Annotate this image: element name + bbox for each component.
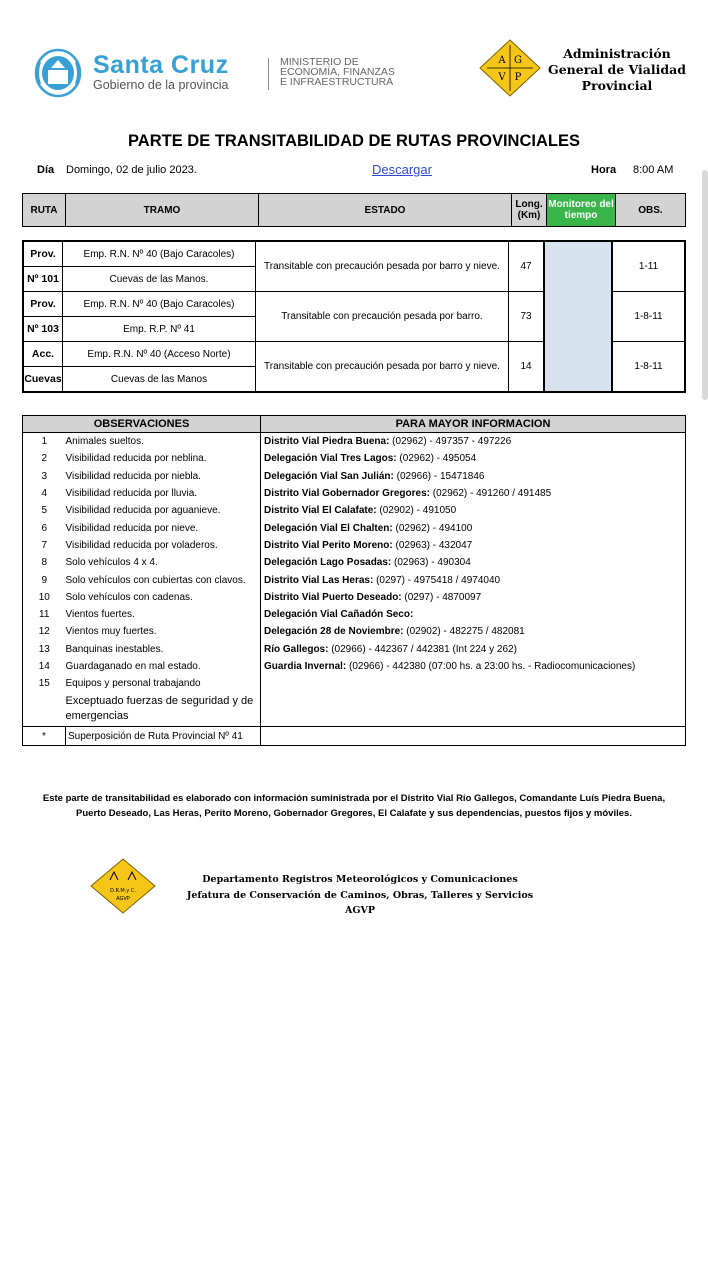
province-name: Santa Cruz (93, 51, 229, 79)
obs-number: 2 (41, 453, 48, 465)
contact-phone: (02966) - 15471846 (393, 470, 485, 482)
contact-name: Distrito Vial El Calafate: (264, 505, 377, 517)
contact-phone: (02966) - 442380 (07:00 hs. a 23:00 hs. - Radiocomunicaciones) (346, 661, 636, 672)
contact-name: Guardia Invernal: (264, 661, 347, 672)
dept-logo-text: AGVP (116, 896, 130, 902)
route-cell: Prov. (23, 292, 63, 317)
col-monitoreo (547, 194, 616, 227)
obs-description: Solo vehículos con cubiertas con clavos. (65, 574, 246, 586)
contact-phone: (02962) - 491260 / 491485 (429, 488, 552, 500)
contact-entry (261, 502, 686, 519)
table-row (23, 692, 686, 727)
agvp-letter: V (498, 72, 506, 83)
table-row (23, 641, 686, 658)
contact-name: Delegación 28 de Noviembre: (264, 626, 404, 638)
header-divider (268, 58, 269, 90)
long-cell: 14 (509, 342, 545, 393)
obs-number: 10 (38, 591, 50, 603)
contact-entry (261, 554, 686, 571)
hora-label: Hora (591, 164, 617, 176)
table-row (23, 450, 686, 467)
contact-phone: (02902) - 491050 (376, 505, 457, 517)
page-title: PARTE DE TRANSITABILIDAD DE RUTAS PROVINCIALES (128, 132, 580, 150)
tramo-cell: Emp. R.N. Nº 40 (Acceso Norte) (63, 342, 256, 367)
table-row (23, 519, 686, 536)
contact-entry (261, 519, 686, 536)
contact-entry (261, 658, 686, 675)
table-row (23, 658, 686, 675)
obs-number: 15 (38, 678, 50, 690)
obs-number: 9 (41, 574, 48, 586)
table-row (23, 571, 686, 588)
route-cell: Nº 103 (23, 317, 63, 342)
dept-diamond-logo-icon (90, 858, 156, 914)
obs-cell: 1-11 (612, 241, 685, 292)
route-cell: Acc. (23, 342, 63, 367)
col-monitoreo-line: Monitoreo del (548, 199, 614, 210)
obs-number: 7 (41, 539, 48, 551)
col-monitoreo-line: tiempo (564, 210, 598, 221)
contact-name: Distrito Vial Las Heras: (264, 574, 374, 586)
contact-entry (261, 641, 686, 658)
contact-entry (261, 571, 686, 588)
long-cell: 73 (509, 292, 545, 342)
monitor-cell (544, 241, 612, 392)
obs-number: 8 (41, 557, 48, 569)
ministry-line: MINISTERIO DE (280, 56, 359, 68)
agvp-diamond-logo-icon (479, 39, 541, 97)
superposicion-mark: * (23, 727, 66, 745)
obs-description: Visibilidad reducida por niebla. (65, 470, 201, 482)
exceptuado-note: Exceptuado fuerzas de seguridad y de emergencias (65, 695, 254, 723)
table-row (23, 589, 686, 606)
obs-description: Visibilidad reducida por aguanieve. (65, 505, 221, 517)
obs-number: 3 (41, 470, 48, 482)
contact-phone: (02962) - 494100 (392, 522, 473, 534)
superposicion-note: Superposición de Ruta Provincial Nº 41 (66, 727, 261, 745)
obs-number: 1 (41, 436, 48, 448)
estado-cell: Transitable con precaución pesada por barro y nieve. (256, 241, 509, 292)
col-long (512, 194, 547, 227)
tramo-cell: Cuevas de las Manos. (63, 267, 256, 292)
agency-line: General de Vialidad (548, 62, 686, 77)
contact-name: Distrito Vial Piedra Buena: (264, 436, 390, 448)
table-row (23, 468, 686, 485)
table-row (23, 241, 685, 267)
obs-number: 11 (39, 609, 50, 621)
province-subtitle: Gobierno de la provincia (93, 78, 229, 92)
contact-phone: (0297) - 4870097 (401, 591, 482, 603)
agency-name (548, 46, 686, 94)
estado-cell: Transitable con precaución pesada por barro. (256, 292, 509, 342)
obs-cell: 1-8-11 (612, 342, 685, 393)
route-cell: Prov. (23, 241, 63, 267)
table-row (23, 675, 686, 692)
contact-entry (261, 675, 686, 692)
contact-name: Distrito Vial Puerto Deseado: (264, 591, 402, 603)
obs-description: Vientos fuertes. (65, 609, 135, 621)
contact-entry (261, 450, 686, 467)
ministry-line: E INFRAESTRUCTURA (280, 76, 394, 88)
obs-number: 13 (38, 643, 50, 655)
route-cell: Nº 101 (23, 267, 63, 292)
routes-header (22, 193, 686, 227)
observations-table (22, 415, 686, 746)
contact-entry (261, 606, 686, 623)
agency-line: Provincial (581, 78, 653, 93)
tramo-cell: Cuevas de las Manos (63, 367, 256, 393)
table-row (23, 502, 686, 519)
tramo-cell: Emp. R.N. Nº 40 (Bajo Caracoles) (63, 292, 256, 317)
obs-description: Visibilidad reducida por voladeros. (65, 539, 218, 551)
obs-description: Visibilidad reducida por neblina. (65, 453, 207, 465)
santa-cruz-emblem-icon (34, 48, 82, 98)
routes-table (22, 240, 686, 393)
contact-phone: (0297) - 4975418 / 4974040 (373, 574, 501, 586)
dia-value: Domingo, 02 de julio 2023. (66, 164, 197, 176)
contact-phone: (02963) - 490304 (391, 557, 471, 569)
obs-number: 4 (41, 488, 48, 500)
contact-name: Distrito Vial Gobernador Gregores: (264, 488, 430, 500)
col-ruta: RUTA (23, 194, 66, 227)
col-estado: ESTADO (259, 194, 512, 227)
observaciones-header: OBSERVACIONES (23, 416, 261, 433)
contact-name: Delegación Vial San Julián: (264, 470, 394, 482)
obs-description: Visibilidad reducida por nieve. (65, 522, 199, 534)
department-info (160, 872, 560, 919)
agvp-letter: A (498, 55, 506, 66)
table-row (23, 623, 686, 640)
department-line: AGVP (345, 905, 375, 916)
obs-description: Guardaganado en mal estado. (65, 661, 201, 672)
table-row (23, 485, 686, 502)
department-line: Jefatura de Conservación de Caminos, Obras, Talleres y Servicios (186, 889, 534, 901)
agency-line: Administración (563, 46, 671, 61)
contact-entry (261, 485, 686, 502)
obs-description: Banquinas inestables. (65, 643, 164, 655)
table-row (23, 727, 686, 745)
dia-label: Día (37, 164, 55, 176)
contact-name: Delegación Vial Cañadón Seco: (264, 609, 414, 621)
obs-description: Vientos muy fuertes. (65, 626, 157, 638)
contact-phone: (02902) - 482275 / 482081 (403, 626, 525, 638)
table-row (23, 433, 686, 451)
col-obs: OBS. (616, 194, 686, 227)
contact-name: Delegación Vial El Chalten: (264, 522, 393, 534)
contact-phone: (02966) - 442367 / 442381 (Int 224 y 262) (328, 643, 517, 655)
obs-description: Visibilidad reducida por lluvia. (65, 488, 198, 500)
agvp-letter: G (514, 55, 522, 66)
ministry-name (280, 57, 395, 87)
contact-entry (261, 589, 686, 606)
col-long-unit: (Km) (517, 210, 541, 221)
col-long-line: Long. (515, 199, 543, 210)
tramo-cell: Emp. R.N. Nº 40 (Bajo Caracoles) (63, 241, 256, 267)
contact-entry (261, 433, 686, 451)
contact-entry (261, 537, 686, 554)
table-row (23, 554, 686, 571)
obs-number: 5 (41, 505, 48, 517)
contact-entry (261, 468, 686, 485)
footer-note: Este parte de transitabilidad es elaborado con información suministrada por el Distrito Vial Río Gallegos, Comandante Luís Piedra Buena, Puerto Deseado, Las Heras, Perito Moreno, Gobernador Gregores, El Calafate y sus dependencias, puestos fijos y móviles. (42, 793, 666, 819)
department-line: Departamento Registros Meteorológicos y Comunicaciones (202, 874, 518, 885)
obs-description: Solo vehículos con cadenas. (65, 591, 193, 603)
contact-phone: (02963) - 432047 (392, 539, 473, 551)
obs-cell: 1-8-11 (612, 292, 685, 342)
obs-number: 12 (38, 626, 50, 638)
obs-description: Animales sueltos. (65, 436, 144, 448)
contact-name: Delegación Lago Posadas: (264, 557, 392, 569)
tramo-cell: Emp. R.P. Nº 41 (63, 317, 256, 342)
ministry-line: ECONOMÍA, FINANZAS (280, 66, 395, 78)
obs-number: 14 (38, 661, 50, 672)
obs-description: Equipos y personal trabajando (65, 678, 201, 690)
col-tramo: TRAMO (66, 194, 259, 227)
contact-name: Delegación Vial Tres Lagos: (264, 453, 397, 465)
contact-phone: (02962) - 495054 (396, 453, 477, 465)
info-header: PARA MAYOR INFORMACION (261, 416, 686, 433)
estado-cell: Transitable con precaución pesada por barro y nieve. (256, 342, 509, 393)
dept-logo-text: D.R.M.y C. (110, 888, 136, 894)
contact-name: Río Gallegos: (264, 643, 329, 655)
long-cell: 47 (509, 241, 545, 292)
obs-description: Solo vehículos 4 x 4. (65, 557, 158, 569)
page-scrollbar[interactable] (702, 170, 708, 400)
obs-number: 6 (41, 522, 48, 534)
contact-phone: (02962) - 497357 - 497226 (389, 436, 512, 448)
download-link[interactable]: Descargar (372, 162, 432, 177)
route-cell: Cuevas (23, 367, 63, 393)
contact-name: Distrito Vial Perito Moreno: (264, 539, 393, 551)
contact-entry (261, 623, 686, 640)
agvp-letter: P (514, 72, 522, 83)
table-row (23, 537, 686, 554)
hora-value: 8:00 AM (633, 164, 674, 176)
table-row (23, 606, 686, 623)
